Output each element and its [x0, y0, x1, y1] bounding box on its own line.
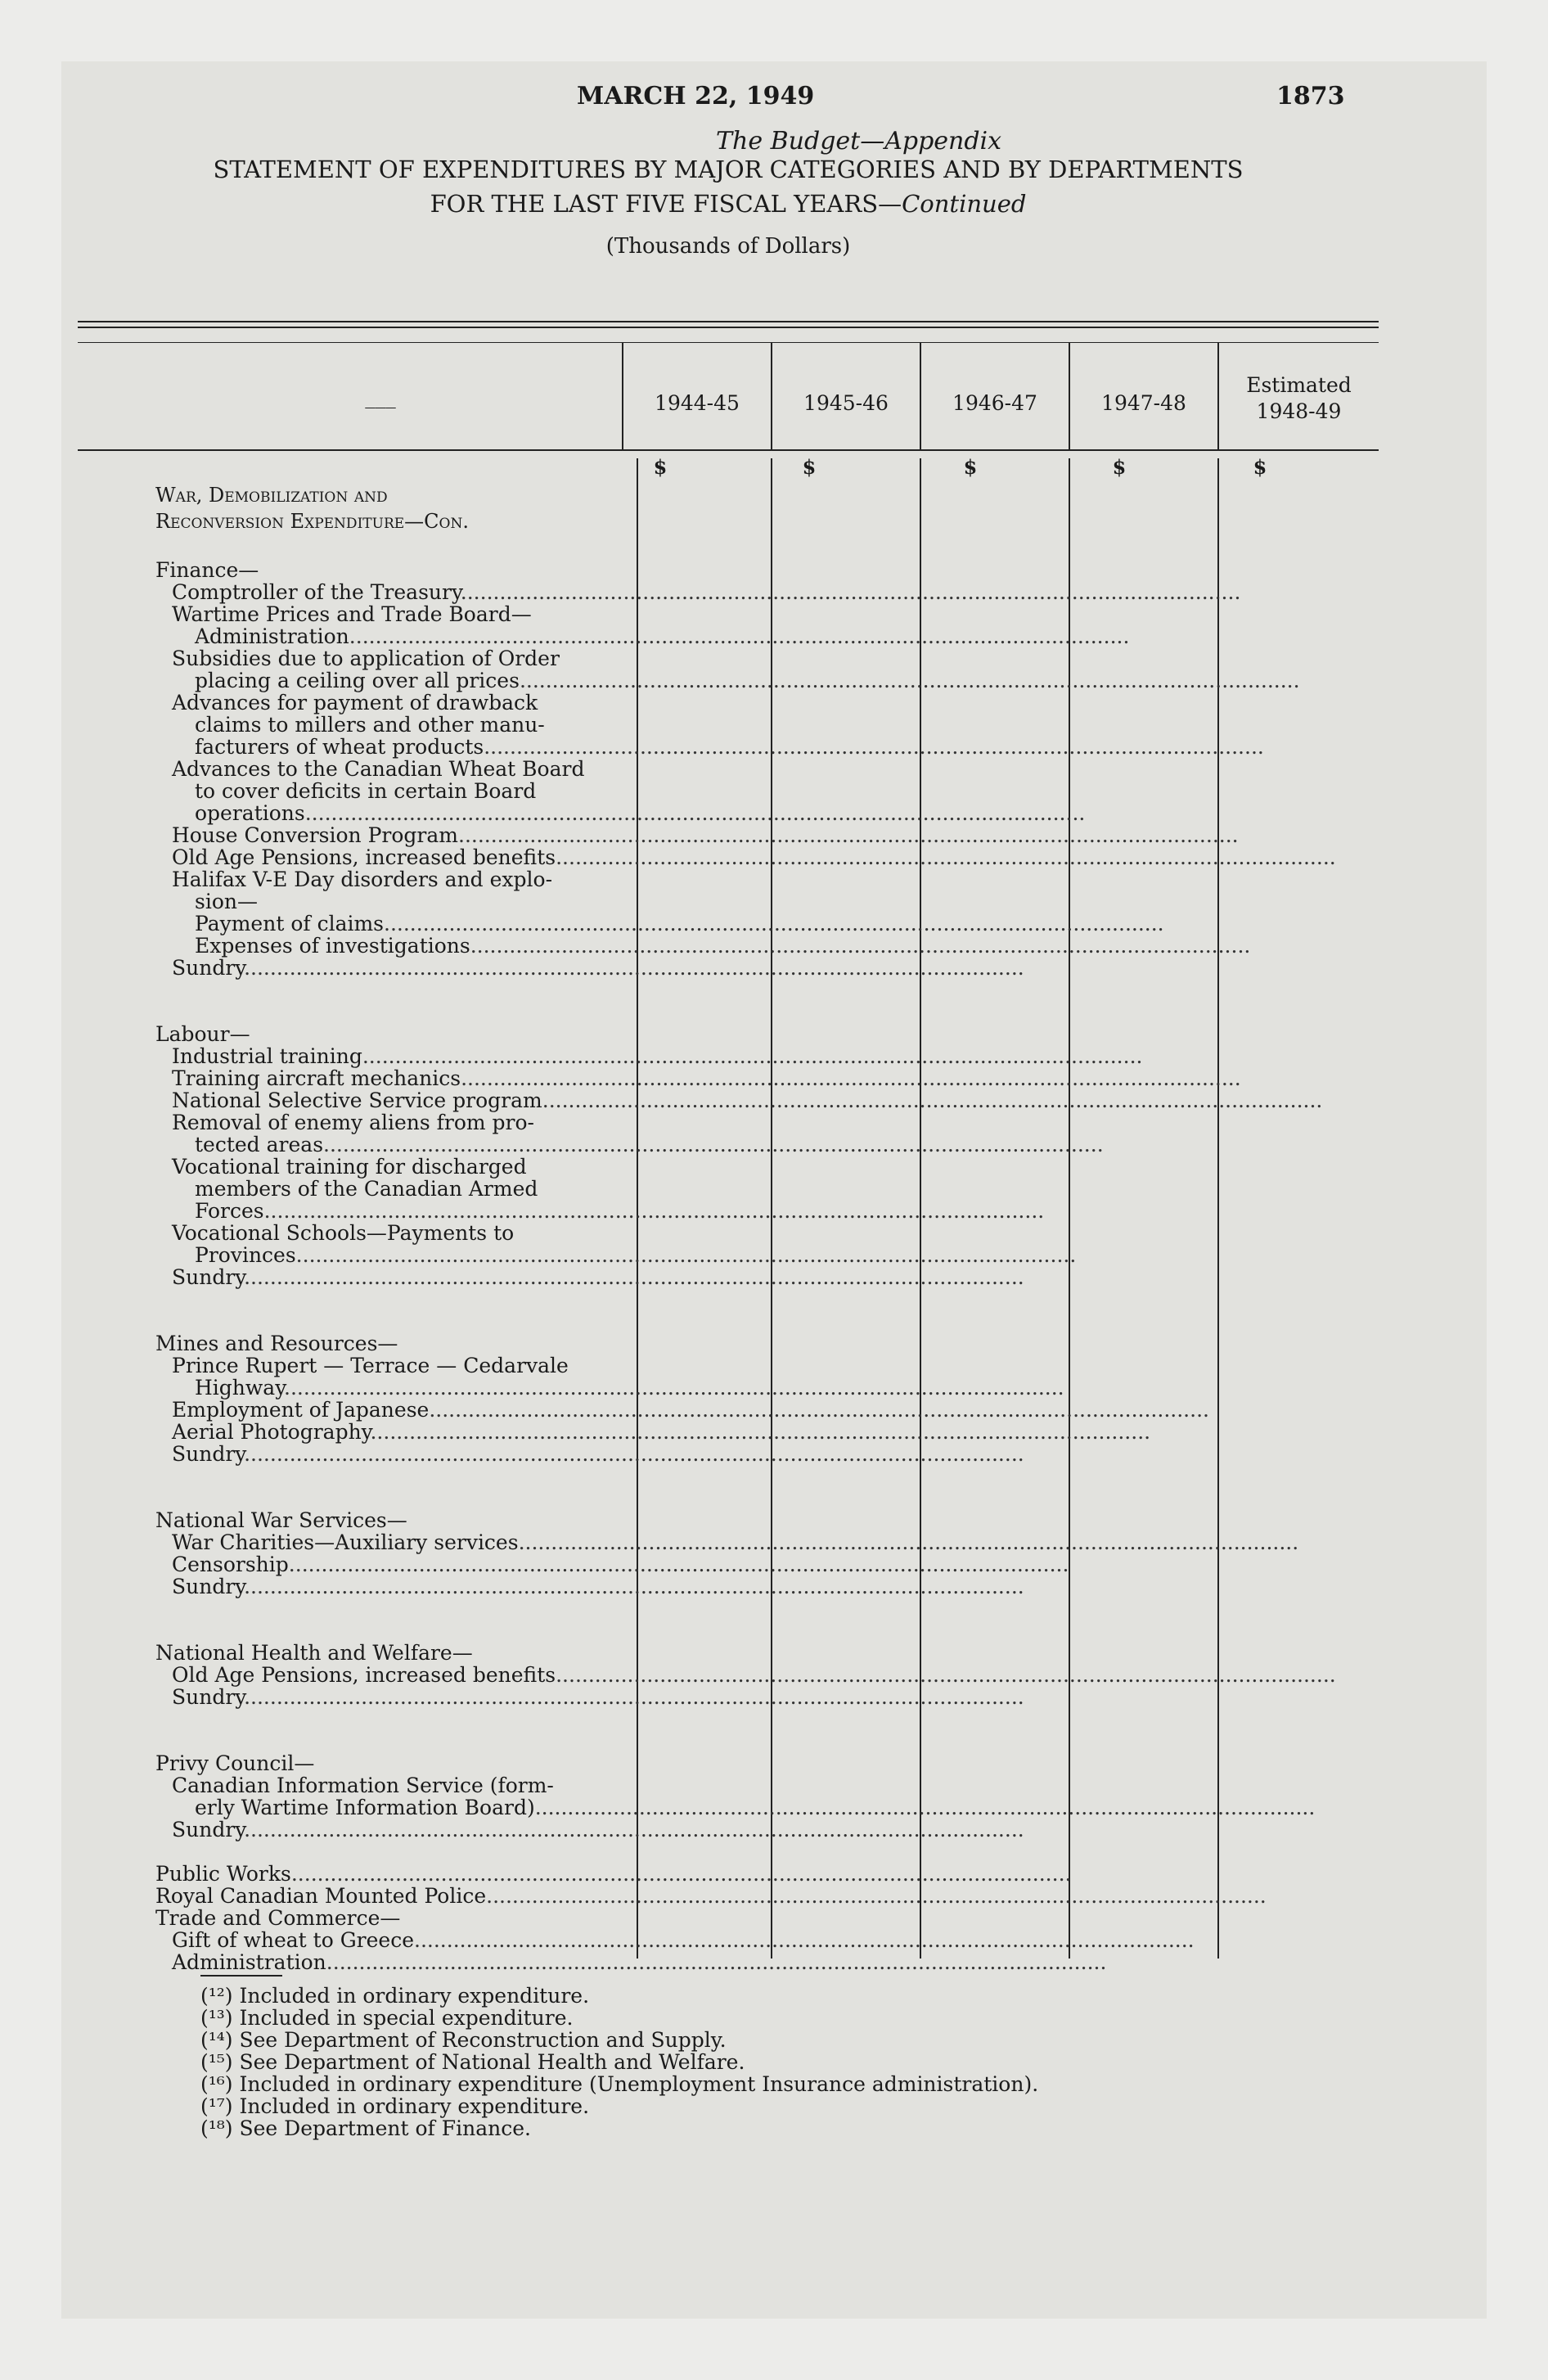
row-label — [172, 1222, 626, 1244]
leader-dots: ........................................................................................................................ — [519, 669, 1300, 692]
leader-dots: ........................................................................................................................ — [244, 1818, 1024, 1841]
row-label — [172, 1950, 1107, 1974]
row-label-text: Forces — [195, 1199, 264, 1223]
currency-1946-47: $ — [963, 455, 978, 479]
leader-dots: ........................................................................................................................ — [470, 934, 1251, 958]
row-label — [172, 1420, 1151, 1444]
row-label-text: placing a ceiling over all prices — [195, 669, 520, 692]
column-header-1945-46: 1945-46 — [803, 391, 889, 415]
row-label — [172, 1265, 1024, 1289]
row-label — [172, 1774, 626, 1796]
row-label — [195, 1178, 626, 1200]
footnote: (¹³) Included in special expenditure. — [200, 2006, 574, 2030]
currency-1945-46: $ — [802, 455, 817, 479]
row-label-text: members of the Canadian Armed — [195, 1177, 538, 1201]
row-label — [172, 1066, 1241, 1090]
footnote: (¹⁴) See Department of Reconstruction and Supply. — [200, 2028, 727, 2052]
running-subtitle: The Budget—Appendix — [716, 127, 1002, 156]
row-label — [195, 912, 1164, 935]
row-label — [172, 1089, 1323, 1112]
leader-dots: ........................................................................................................................ — [556, 845, 1336, 869]
row-label — [195, 1796, 1316, 1819]
row-label — [172, 823, 1239, 847]
row-label-text: Payment of claims — [195, 912, 385, 935]
row-label-text: Comptroller of the Treasury — [172, 580, 461, 604]
leader-dots: ........................................................................................................................ — [370, 1420, 1151, 1444]
footnote: (¹⁸) See Department of Finance. — [200, 2116, 531, 2140]
row-label — [195, 780, 626, 802]
row-label — [172, 692, 626, 714]
row-label-text: erly Wartime Information Board) — [195, 1796, 535, 1819]
row-label-text: Aerial Photography — [172, 1420, 371, 1444]
leader-dots: ........................................................................................................................ — [534, 1796, 1316, 1819]
leader-dots: ........................................................................................................................ — [362, 1044, 1143, 1068]
row-label — [172, 1156, 626, 1178]
row-label-text: Canadian Information Service (form- — [172, 1774, 554, 1797]
column-header-1944-45: 1944-45 — [655, 391, 740, 415]
row-label-text: Sundry — [172, 1265, 245, 1289]
statement-title-line1: STATEMENT OF EXPENDITURES BY MAJOR CATEGORIES AND BY DEPARTMENTS — [213, 156, 1244, 183]
leader-dots: ........................................................................................................................ — [484, 735, 1264, 759]
row-label-text: National War Services— — [155, 1508, 407, 1532]
row-label — [172, 1530, 1299, 1554]
statement-title-line2 — [74, 190, 1383, 218]
row-label-text: Finance— — [155, 558, 259, 582]
row-label-text: Old Age Pensions, increased benefits — [172, 845, 556, 869]
leader-dots: ........................................................................................................................ — [284, 1376, 1064, 1400]
row-label-text: Prince Rupert — Terrace — Cedarvale — [172, 1354, 569, 1377]
row-label-text: Vocational training for discharged — [172, 1155, 527, 1179]
row-label-text: Old Age Pensions, increased benefits — [172, 1663, 556, 1687]
row-label-text: sion— — [195, 890, 258, 913]
table-header-rule — [78, 342, 1379, 343]
row-label — [155, 1907, 626, 1929]
row-label-text: Wartime Prices and Trade Board— — [172, 602, 532, 626]
row-label — [195, 1243, 1077, 1267]
row-label-text: Vocational Schools—Payments to — [172, 1221, 515, 1245]
units-label: (Thousands of Dollars) — [605, 234, 851, 259]
row-label-text: Training aircraft mechanics — [172, 1066, 461, 1090]
row-label-text: Trade and Commerce— — [155, 1906, 401, 1930]
row-label-text: Provinces — [195, 1243, 296, 1267]
row-label-text: National Selective Service program — [172, 1089, 542, 1112]
row-label-text: House Conversion Program — [172, 823, 458, 847]
continued-label: Continued — [902, 190, 1027, 218]
row-label — [172, 1928, 1195, 1952]
currency-1947-48: $ — [1112, 455, 1127, 479]
column-header-1947-48: 1947-48 — [1101, 391, 1186, 415]
row-label — [172, 868, 626, 890]
row-label-text: tected areas — [195, 1133, 324, 1156]
leader-dots: ........................................................................................................................ — [458, 823, 1239, 847]
footnote: (¹⁷) Included in ordinary expenditure. — [200, 2094, 590, 2118]
row-label-text: Sundry — [172, 1685, 245, 1709]
leader-dots: ........................................................................................................................ — [295, 1243, 1077, 1267]
row-label-text: facturers of wheat products — [195, 735, 484, 759]
table-top-rule-double — [78, 327, 1379, 328]
row-label — [172, 603, 626, 625]
row-label — [195, 1199, 1045, 1223]
row-label-text: Privy Council— — [155, 1751, 315, 1775]
row-label-text: Advances to the Canadian Wheat Board — [172, 757, 585, 781]
row-label — [172, 1663, 1336, 1687]
row-label — [172, 1818, 1024, 1841]
row-label-text: Royal Canadian Mounted Police — [155, 1884, 487, 1908]
leader-dots: ........................................................................................................................ — [288, 1553, 1069, 1576]
leader-dots: ........................................................................................................................ — [244, 1685, 1024, 1709]
currency-1948-49: $ — [1253, 455, 1267, 479]
leader-dots: ........................................................................................................................ — [326, 1950, 1107, 1974]
row-label — [172, 1442, 1024, 1466]
leader-dots: ........................................................................................................................ — [304, 801, 1086, 825]
page-number: 1873 — [1276, 82, 1345, 110]
row-label — [172, 845, 1336, 869]
row-label — [155, 559, 626, 581]
leader-dots: ........................................................................................................................ — [263, 1199, 1045, 1223]
row-label-text: Sundry — [172, 1442, 245, 1466]
row-label — [155, 1752, 626, 1774]
row-label-text: Administration — [172, 1950, 326, 1974]
statement-title-text: FOR THE LAST FIVE FISCAL YEARS— — [430, 190, 902, 218]
column-header-estimated: Estimated — [1246, 373, 1352, 397]
row-label-text: War Charities—Auxiliary services — [172, 1530, 519, 1554]
row-label-text: Subsidies due to application of Order — [172, 647, 560, 670]
leader-dots: ........................................................................................................................ — [542, 1089, 1323, 1112]
row-label — [172, 580, 1241, 604]
leader-dots: ........................................................................................................................ — [290, 1862, 1072, 1886]
row-label — [155, 1642, 626, 1664]
leader-dots: ........................................................................................................................ — [556, 1663, 1336, 1687]
leader-dots: ........................................................................................................................ — [429, 1398, 1209, 1422]
row-label — [155, 1332, 626, 1355]
row-label — [172, 1575, 1024, 1598]
currency-1944-45: $ — [653, 455, 668, 479]
footnote: (¹⁶) Included in ordinary expenditure (Unemployment Insurance administration). — [200, 2072, 1039, 2096]
row-label-text: Gift of wheat to Greece — [172, 1928, 415, 1952]
row-label-text: Highway — [195, 1376, 285, 1400]
footnote: (¹²) Included in ordinary expenditure. — [200, 1984, 590, 2008]
leader-dots: ........................................................................................................................ — [244, 956, 1024, 980]
row-label — [195, 669, 1300, 692]
row-label-text: to cover deficits in certain Board — [195, 779, 537, 803]
leader-dots: ........................................................................................................................ — [244, 1265, 1024, 1289]
section-heading-line2: Reconversion Expenditure—Con. — [155, 510, 469, 533]
row-label — [172, 1111, 626, 1134]
row-label-text: Sundry — [172, 1818, 245, 1841]
footnote: (¹⁵) See Department of National Health and Welfare. — [200, 2050, 745, 2074]
table-top-rule — [78, 321, 1379, 322]
row-label-text: Advances for payment of drawback — [172, 691, 538, 714]
footnote-rule — [200, 1975, 282, 1977]
row-label-text: Sundry — [172, 956, 245, 980]
row-label — [172, 956, 1024, 980]
row-label-text: Industrial training — [172, 1044, 362, 1068]
row-label-text: Public Works — [155, 1862, 291, 1886]
leader-dots: ........................................................................................................................ — [349, 624, 1130, 648]
row-label — [155, 1509, 626, 1531]
leader-dots: ........................................................................................................................ — [518, 1530, 1299, 1554]
leader-dots: ........................................................................................................................ — [460, 580, 1241, 604]
table-header-bottom-rule — [78, 449, 1379, 451]
leader-dots: ........................................................................................................................ — [486, 1884, 1267, 1908]
leader-dots: ........................................................................................................................ — [244, 1442, 1024, 1466]
row-label-text: National Health and Welfare— — [155, 1641, 473, 1665]
row-label-text: Sundry — [172, 1575, 245, 1598]
row-label-text: Administration — [195, 624, 349, 648]
row-label-text: Removal of enemy aliens from pro- — [172, 1111, 534, 1134]
row-label-text: Expenses of investigations — [195, 934, 470, 958]
leader-dots: ........................................................................................................................ — [414, 1928, 1195, 1952]
column-header-1948-49: 1948-49 — [1256, 399, 1342, 423]
leader-dots: ........................................................................................................................ — [323, 1133, 1104, 1156]
column-header-1946-47: 1946-47 — [952, 391, 1037, 415]
section-heading-line1: War, Demobilization and — [155, 484, 388, 507]
page-date: MARCH 22, 1949 — [577, 82, 815, 110]
row-label — [172, 1553, 1069, 1576]
row-label — [172, 647, 626, 669]
row-label-text: claims to millers and other manu- — [195, 713, 545, 737]
row-label — [172, 1044, 1143, 1068]
row-label — [172, 758, 626, 780]
row-label — [195, 735, 1264, 759]
row-label-text: Halifax V-E Day disorders and explo- — [172, 868, 553, 891]
row-label — [172, 1685, 1024, 1709]
leader-dots: ........................................................................................................................ — [244, 1575, 1024, 1598]
row-label — [195, 1133, 1104, 1156]
row-label — [195, 801, 1086, 825]
row-label-text: Censorship — [172, 1553, 289, 1576]
row-label-text: Employment of Japanese — [172, 1398, 430, 1422]
row-label — [195, 934, 1251, 958]
label-column-header: ___ — [365, 385, 396, 408]
leader-dots: ........................................................................................................................ — [384, 912, 1164, 935]
row-label — [155, 1023, 626, 1045]
row-label — [195, 890, 626, 913]
row-label-text: Mines and Resources— — [155, 1332, 398, 1355]
row-label-text: Labour— — [155, 1022, 250, 1046]
row-label — [155, 1862, 1072, 1886]
row-label — [172, 1398, 1209, 1422]
row-label — [195, 1376, 1064, 1400]
row-label — [195, 624, 1130, 648]
row-label — [172, 1355, 626, 1377]
leader-dots: ........................................................................................................................ — [461, 1066, 1241, 1090]
row-label — [195, 714, 626, 736]
row-label-text: operations — [195, 801, 305, 825]
row-label — [155, 1884, 1267, 1908]
